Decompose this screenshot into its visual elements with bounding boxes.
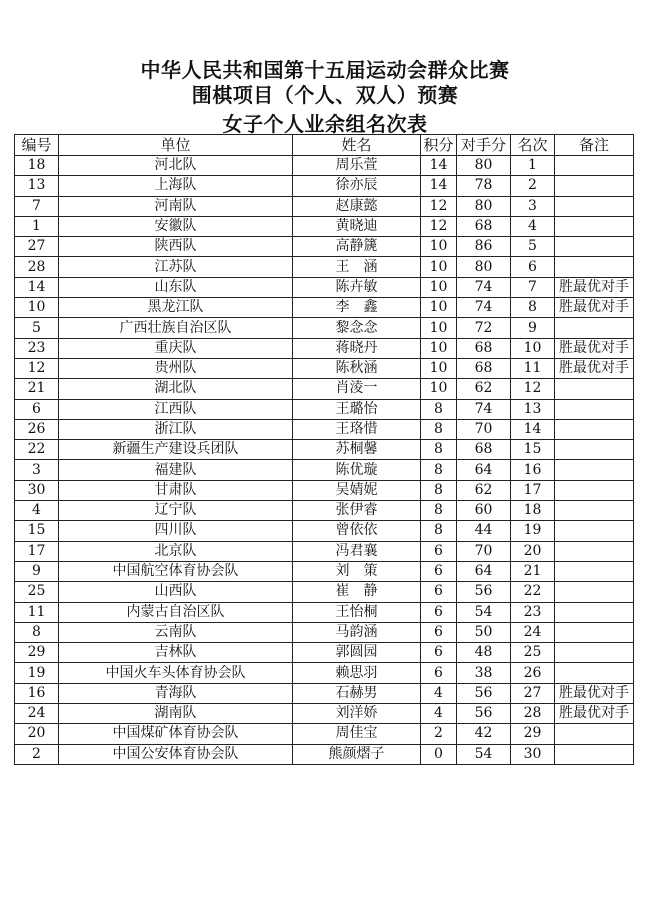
table-row bbox=[15, 704, 634, 724]
table-row bbox=[15, 358, 634, 378]
table-row bbox=[15, 541, 634, 561]
cell-points: 10 bbox=[421, 237, 457, 257]
cell-points: 10 bbox=[421, 379, 457, 399]
cell-remarks bbox=[555, 724, 634, 744]
cell-name: 曾依依 bbox=[293, 521, 421, 541]
cell-opponent-score: 60 bbox=[457, 501, 511, 521]
cell-unit: 广西壮族自治区队 bbox=[59, 318, 293, 338]
cell-number: 24 bbox=[15, 704, 59, 724]
cell-points: 14 bbox=[421, 176, 457, 196]
cell-number: 30 bbox=[15, 480, 59, 500]
cell-rank: 2 bbox=[511, 176, 555, 196]
cell-remarks bbox=[555, 176, 634, 196]
table-row bbox=[15, 399, 634, 419]
cell-remarks bbox=[555, 582, 634, 602]
cell-unit: 中国煤矿体育协会队 bbox=[59, 724, 293, 744]
table-row bbox=[15, 176, 634, 196]
cell-number: 26 bbox=[15, 419, 59, 439]
cell-unit: 陕西队 bbox=[59, 237, 293, 257]
cell-opponent-score: 62 bbox=[457, 379, 511, 399]
table-row bbox=[15, 318, 634, 338]
cell-opponent-score: 68 bbox=[457, 338, 511, 358]
cell-unit: 湖北队 bbox=[59, 379, 293, 399]
cell-remarks: 胜最优对手 bbox=[555, 338, 634, 358]
cell-remarks bbox=[555, 663, 634, 683]
cell-number: 8 bbox=[15, 622, 59, 642]
cell-rank: 24 bbox=[511, 622, 555, 642]
cell-name: 黄晓迪 bbox=[293, 216, 421, 236]
table-row bbox=[15, 257, 634, 277]
table-row bbox=[15, 440, 634, 460]
header-name: 姓名 bbox=[293, 135, 421, 156]
cell-remarks: 胜最优对手 bbox=[555, 277, 634, 297]
cell-name: 刘 策 bbox=[293, 561, 421, 581]
cell-name: 徐亦辰 bbox=[293, 176, 421, 196]
cell-unit: 四川队 bbox=[59, 521, 293, 541]
table-row bbox=[15, 419, 634, 439]
cell-points: 8 bbox=[421, 440, 457, 460]
title-line-2: 围棋项目（个人、双人）预赛 bbox=[191, 83, 459, 107]
table-row bbox=[15, 521, 634, 541]
cell-opponent-score: 38 bbox=[457, 663, 511, 683]
table-row bbox=[15, 237, 634, 257]
cell-unit: 吉林队 bbox=[59, 643, 293, 663]
cell-remarks: 胜最优对手 bbox=[555, 704, 634, 724]
cell-rank: 21 bbox=[511, 561, 555, 581]
cell-remarks bbox=[555, 643, 634, 663]
cell-rank: 12 bbox=[511, 379, 555, 399]
cell-opponent-score: 54 bbox=[457, 744, 511, 764]
cell-rank: 9 bbox=[511, 318, 555, 338]
cell-remarks: 胜最优对手 bbox=[555, 358, 634, 378]
table-row bbox=[15, 602, 634, 622]
cell-unit: 河南队 bbox=[59, 196, 293, 216]
cell-name: 马韵涵 bbox=[293, 622, 421, 642]
cell-number: 10 bbox=[15, 298, 59, 318]
cell-name: 陈秋涵 bbox=[293, 358, 421, 378]
cell-remarks bbox=[555, 379, 634, 399]
table-row bbox=[15, 480, 634, 500]
cell-rank: 11 bbox=[511, 358, 555, 378]
cell-rank: 23 bbox=[511, 602, 555, 622]
cell-opponent-score: 62 bbox=[457, 480, 511, 500]
cell-rank: 26 bbox=[511, 663, 555, 683]
cell-rank: 15 bbox=[511, 440, 555, 460]
table-row bbox=[15, 156, 634, 176]
cell-rank: 1 bbox=[511, 156, 555, 176]
cell-number: 29 bbox=[15, 643, 59, 663]
cell-points: 4 bbox=[421, 683, 457, 703]
cell-name: 张伊睿 bbox=[293, 501, 421, 521]
cell-number: 17 bbox=[15, 541, 59, 561]
cell-name: 王珞惜 bbox=[293, 419, 421, 439]
cell-name: 周乐萱 bbox=[293, 156, 421, 176]
cell-unit: 山东队 bbox=[59, 277, 293, 297]
cell-points: 12 bbox=[421, 216, 457, 236]
table-row bbox=[15, 622, 634, 642]
cell-opponent-score: 50 bbox=[457, 622, 511, 642]
header-remarks: 备注 bbox=[555, 135, 634, 156]
cell-number: 28 bbox=[15, 257, 59, 277]
table-title: 女子个人业余组名次表 bbox=[222, 112, 428, 136]
cell-number: 3 bbox=[15, 460, 59, 480]
cell-unit: 中国公安体育协会队 bbox=[59, 744, 293, 764]
cell-opponent-score: 80 bbox=[457, 257, 511, 277]
cell-remarks: 胜最优对手 bbox=[555, 683, 634, 703]
cell-points: 6 bbox=[421, 541, 457, 561]
table-row bbox=[15, 561, 634, 581]
cell-unit: 黑龙江队 bbox=[59, 298, 293, 318]
cell-number: 27 bbox=[15, 237, 59, 257]
cell-name: 冯君襄 bbox=[293, 541, 421, 561]
cell-number: 23 bbox=[15, 338, 59, 358]
cell-name: 蒋晓丹 bbox=[293, 338, 421, 358]
cell-remarks bbox=[555, 744, 634, 764]
cell-rank: 16 bbox=[511, 460, 555, 480]
cell-unit: 辽宁队 bbox=[59, 501, 293, 521]
cell-number: 2 bbox=[15, 744, 59, 764]
cell-opponent-score: 68 bbox=[457, 216, 511, 236]
cell-opponent-score: 74 bbox=[457, 277, 511, 297]
table-row bbox=[15, 216, 634, 236]
cell-unit: 山西队 bbox=[59, 582, 293, 602]
cell-number: 20 bbox=[15, 724, 59, 744]
cell-rank: 22 bbox=[511, 582, 555, 602]
cell-rank: 28 bbox=[511, 704, 555, 724]
cell-opponent-score: 42 bbox=[457, 724, 511, 744]
cell-unit: 内蒙古自治区队 bbox=[59, 602, 293, 622]
cell-unit: 浙江队 bbox=[59, 419, 293, 439]
cell-opponent-score: 80 bbox=[457, 196, 511, 216]
cell-number: 15 bbox=[15, 521, 59, 541]
table-row bbox=[15, 277, 634, 297]
cell-unit: 甘肃队 bbox=[59, 480, 293, 500]
cell-name: 陈优璇 bbox=[293, 460, 421, 480]
cell-opponent-score: 64 bbox=[457, 561, 511, 581]
cell-name: 李 鑫 bbox=[293, 298, 421, 318]
cell-remarks bbox=[555, 521, 634, 541]
cell-number: 9 bbox=[15, 561, 59, 581]
cell-unit: 河北队 bbox=[59, 156, 293, 176]
table-row bbox=[15, 683, 634, 703]
cell-points: 8 bbox=[421, 399, 457, 419]
cell-rank: 20 bbox=[511, 541, 555, 561]
table-body bbox=[15, 156, 634, 765]
cell-points: 8 bbox=[421, 460, 457, 480]
cell-number: 25 bbox=[15, 582, 59, 602]
cell-points: 10 bbox=[421, 277, 457, 297]
header-unit: 单位 bbox=[59, 135, 293, 156]
cell-remarks bbox=[555, 602, 634, 622]
cell-remarks bbox=[555, 440, 634, 460]
cell-name: 赵康懿 bbox=[293, 196, 421, 216]
cell-points: 8 bbox=[421, 480, 457, 500]
header-row bbox=[15, 135, 634, 156]
cell-unit: 新疆生产建设兵团队 bbox=[59, 440, 293, 460]
cell-name: 周佳宝 bbox=[293, 724, 421, 744]
cell-remarks bbox=[555, 561, 634, 581]
cell-remarks bbox=[555, 419, 634, 439]
cell-unit: 云南队 bbox=[59, 622, 293, 642]
table-row bbox=[15, 663, 634, 683]
cell-points: 8 bbox=[421, 419, 457, 439]
cell-number: 13 bbox=[15, 176, 59, 196]
cell-points: 2 bbox=[421, 724, 457, 744]
cell-points: 6 bbox=[421, 622, 457, 642]
cell-number: 19 bbox=[15, 663, 59, 683]
cell-rank: 29 bbox=[511, 724, 555, 744]
cell-rank: 19 bbox=[511, 521, 555, 541]
cell-rank: 8 bbox=[511, 298, 555, 318]
cell-opponent-score: 86 bbox=[457, 237, 511, 257]
table-row bbox=[15, 338, 634, 358]
cell-unit: 江苏队 bbox=[59, 257, 293, 277]
cell-remarks: 胜最优对手 bbox=[555, 298, 634, 318]
cell-name: 刘洋娇 bbox=[293, 704, 421, 724]
cell-name: 黎念念 bbox=[293, 318, 421, 338]
cell-unit: 北京队 bbox=[59, 541, 293, 561]
cell-points: 10 bbox=[421, 358, 457, 378]
cell-points: 6 bbox=[421, 602, 457, 622]
cell-name: 王怡桐 bbox=[293, 602, 421, 622]
cell-opponent-score: 80 bbox=[457, 156, 511, 176]
cell-name: 崔 静 bbox=[293, 582, 421, 602]
cell-name: 石赫男 bbox=[293, 683, 421, 703]
cell-points: 6 bbox=[421, 663, 457, 683]
cell-unit: 中国火车头体育协会队 bbox=[59, 663, 293, 683]
table-row bbox=[15, 643, 634, 663]
cell-number: 4 bbox=[15, 501, 59, 521]
cell-rank: 7 bbox=[511, 277, 555, 297]
cell-number: 16 bbox=[15, 683, 59, 703]
table-row bbox=[15, 298, 634, 318]
cell-name: 高静篪 bbox=[293, 237, 421, 257]
cell-number: 5 bbox=[15, 318, 59, 338]
table-row bbox=[15, 724, 634, 744]
cell-name: 赖思羽 bbox=[293, 663, 421, 683]
cell-points: 8 bbox=[421, 501, 457, 521]
cell-number: 7 bbox=[15, 196, 59, 216]
cell-opponent-score: 56 bbox=[457, 683, 511, 703]
cell-points: 10 bbox=[421, 318, 457, 338]
cell-name: 陈卉敏 bbox=[293, 277, 421, 297]
cell-number: 18 bbox=[15, 156, 59, 176]
cell-remarks bbox=[555, 318, 634, 338]
cell-points: 10 bbox=[421, 298, 457, 318]
header-opponent-score: 对手分 bbox=[457, 135, 511, 156]
cell-remarks bbox=[555, 480, 634, 500]
cell-rank: 3 bbox=[511, 196, 555, 216]
cell-name: 郭圆园 bbox=[293, 643, 421, 663]
cell-name: 吴婧妮 bbox=[293, 480, 421, 500]
table-row bbox=[15, 582, 634, 602]
cell-points: 6 bbox=[421, 643, 457, 663]
cell-unit: 江西队 bbox=[59, 399, 293, 419]
cell-remarks bbox=[555, 501, 634, 521]
cell-unit: 中国航空体育协会队 bbox=[59, 561, 293, 581]
cell-rank: 5 bbox=[511, 237, 555, 257]
cell-remarks bbox=[555, 399, 634, 419]
header-number: 编号 bbox=[15, 135, 59, 156]
cell-rank: 30 bbox=[511, 744, 555, 764]
cell-unit: 上海队 bbox=[59, 176, 293, 196]
cell-opponent-score: 48 bbox=[457, 643, 511, 663]
cell-number: 21 bbox=[15, 379, 59, 399]
header-rank: 名次 bbox=[511, 135, 555, 156]
cell-unit: 青海队 bbox=[59, 683, 293, 703]
cell-points: 6 bbox=[421, 561, 457, 581]
cell-remarks bbox=[555, 156, 634, 176]
table-row bbox=[15, 501, 634, 521]
cell-number: 22 bbox=[15, 440, 59, 460]
cell-remarks bbox=[555, 257, 634, 277]
cell-rank: 10 bbox=[511, 338, 555, 358]
cell-unit: 湖南队 bbox=[59, 704, 293, 724]
cell-remarks bbox=[555, 237, 634, 257]
cell-points: 10 bbox=[421, 257, 457, 277]
cell-opponent-score: 64 bbox=[457, 460, 511, 480]
cell-opponent-score: 78 bbox=[457, 176, 511, 196]
cell-opponent-score: 72 bbox=[457, 318, 511, 338]
cell-remarks bbox=[555, 541, 634, 561]
cell-number: 14 bbox=[15, 277, 59, 297]
cell-points: 6 bbox=[421, 582, 457, 602]
table-row bbox=[15, 196, 634, 216]
cell-name: 苏桐馨 bbox=[293, 440, 421, 460]
cell-points: 10 bbox=[421, 338, 457, 358]
cell-rank: 14 bbox=[511, 419, 555, 439]
cell-rank: 4 bbox=[511, 216, 555, 236]
ranking-table bbox=[14, 134, 634, 765]
cell-points: 4 bbox=[421, 704, 457, 724]
cell-remarks bbox=[555, 216, 634, 236]
cell-name: 肖淩一 bbox=[293, 379, 421, 399]
cell-rank: 27 bbox=[511, 683, 555, 703]
header-points: 积分 bbox=[421, 135, 457, 156]
cell-unit: 重庆队 bbox=[59, 338, 293, 358]
cell-number: 11 bbox=[15, 602, 59, 622]
cell-number: 12 bbox=[15, 358, 59, 378]
cell-rank: 6 bbox=[511, 257, 555, 277]
cell-remarks bbox=[555, 460, 634, 480]
cell-remarks bbox=[555, 196, 634, 216]
cell-points: 8 bbox=[421, 521, 457, 541]
table-row bbox=[15, 460, 634, 480]
cell-number: 6 bbox=[15, 399, 59, 419]
table-row bbox=[15, 744, 634, 764]
title-line-1: 中华人民共和国第十五届运动会群众比赛 bbox=[140, 58, 510, 82]
cell-opponent-score: 68 bbox=[457, 358, 511, 378]
cell-name: 王 涵 bbox=[293, 257, 421, 277]
cell-rank: 25 bbox=[511, 643, 555, 663]
cell-unit: 贵州队 bbox=[59, 358, 293, 378]
cell-points: 12 bbox=[421, 196, 457, 216]
cell-remarks bbox=[555, 622, 634, 642]
cell-points: 14 bbox=[421, 156, 457, 176]
cell-opponent-score: 54 bbox=[457, 602, 511, 622]
cell-opponent-score: 56 bbox=[457, 582, 511, 602]
cell-opponent-score: 44 bbox=[457, 521, 511, 541]
cell-unit: 安徽队 bbox=[59, 216, 293, 236]
cell-rank: 17 bbox=[511, 480, 555, 500]
cell-unit: 福建队 bbox=[59, 460, 293, 480]
cell-rank: 13 bbox=[511, 399, 555, 419]
cell-name: 王璐怡 bbox=[293, 399, 421, 419]
cell-opponent-score: 70 bbox=[457, 541, 511, 561]
cell-points: 0 bbox=[421, 744, 457, 764]
cell-opponent-score: 74 bbox=[457, 298, 511, 318]
cell-opponent-score: 74 bbox=[457, 399, 511, 419]
cell-opponent-score: 70 bbox=[457, 419, 511, 439]
cell-opponent-score: 56 bbox=[457, 704, 511, 724]
cell-rank: 18 bbox=[511, 501, 555, 521]
cell-name: 熊颜熠子 bbox=[293, 744, 421, 764]
cell-opponent-score: 68 bbox=[457, 440, 511, 460]
cell-number: 1 bbox=[15, 216, 59, 236]
table-row bbox=[15, 379, 634, 399]
